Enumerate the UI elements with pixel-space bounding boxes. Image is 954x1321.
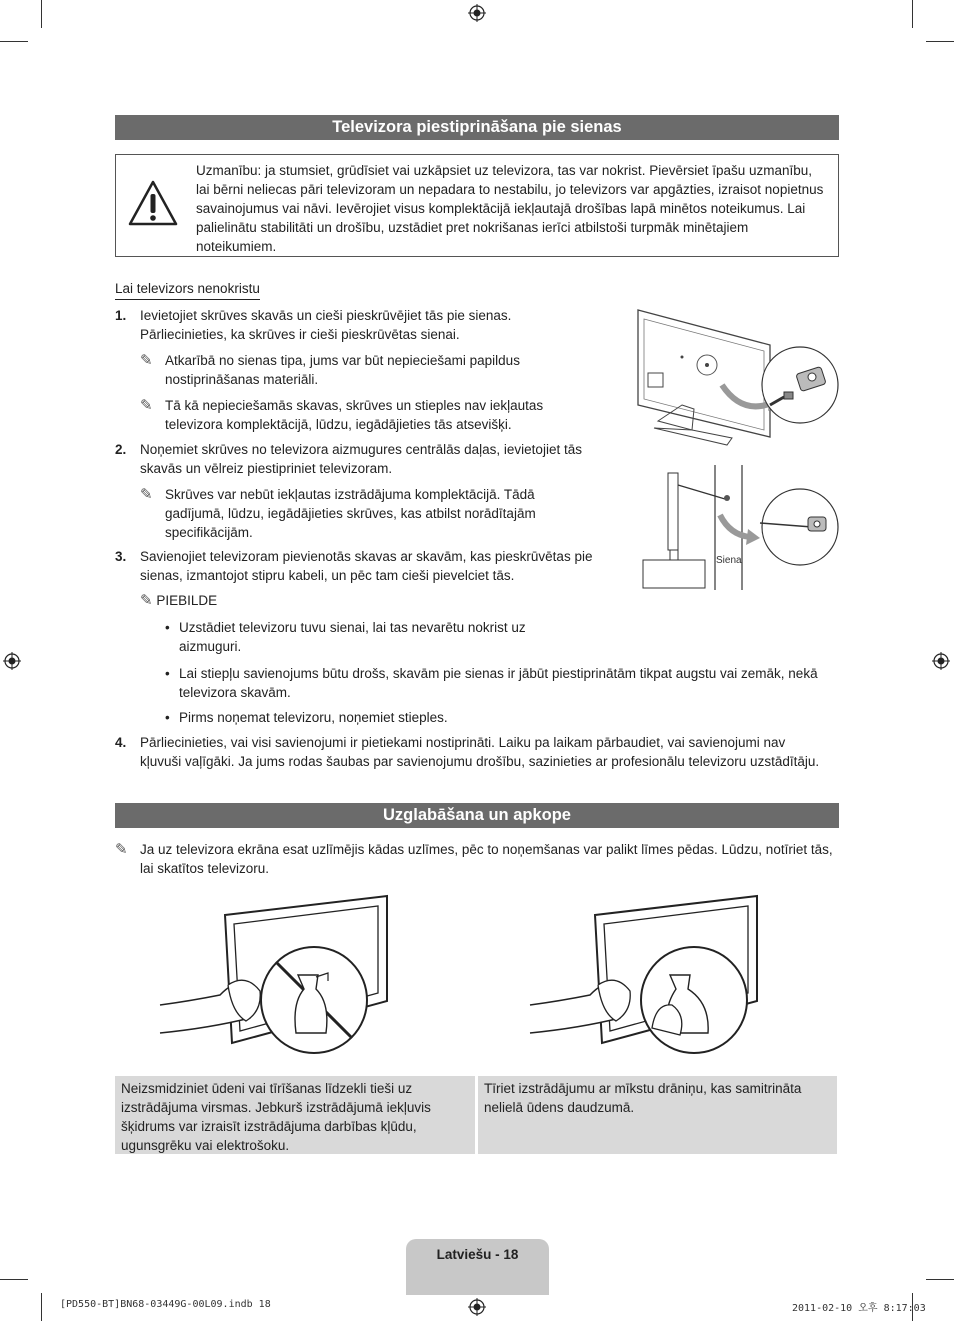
pencil-note-icon: ✎ <box>140 352 153 369</box>
bullet-item: • Pirms noņemat televizoru, noņemiet stieples. <box>165 710 448 725</box>
warning-label: Uzmanību <box>196 163 258 178</box>
registration-mark-icon <box>932 652 950 670</box>
pencil-note-icon: ✎ <box>140 592 153 609</box>
crop-mark <box>926 41 954 42</box>
caption-right: Tīriet izstrādājumu ar mīkstu drāniņu, kas samitrināta nelielā ūdens daudzumā. <box>478 1076 837 1154</box>
step-number: 4. <box>115 735 127 750</box>
step-text: Noņemiet skrūves no televizora aizmugures centrālās daļas, ievietojiet tās skavās un vēlreiz piestipriniet televizoram. <box>140 442 582 476</box>
step-number: 3. <box>115 549 127 564</box>
subheading: Lai televizors nenokristu <box>115 279 260 300</box>
tv-side-wall-illustration <box>640 465 840 590</box>
registration-mark-icon <box>468 1298 486 1316</box>
note-item: ✎ Ja uz televizora ekrāna esat uzlīmējis kādas uzlīmes, pēc to noņemšanas var palikt līmes pēdas. Lūdzu, notīriet tās, lai skatītos televizoru. <box>115 841 833 876</box>
step-number: 2. <box>115 442 127 457</box>
print-date: 2011-02-10 오후 8:17:03 <box>792 1303 926 1314</box>
crop-mark <box>0 1279 28 1280</box>
pencil-note-icon: ✎ <box>140 486 153 503</box>
bullet-item: • Lai stiepļu savienojums būtu drošs, skavām pie sienas ir jābūt piestiprinātām tikpat augstu vai zemāk, nekā televizora skavām. <box>165 666 818 700</box>
crop-mark <box>41 0 42 28</box>
note-item: ✎ Tā kā nepieciešamās skavas, skrūves un stieples nav iekļautas televizora komplektācijā, lūdzu, iegādājieties tās atsevišķi. <box>140 397 544 432</box>
page-number-tab: Latviešu - 18 <box>406 1239 549 1295</box>
tv-back-bracket-illustration <box>632 305 842 450</box>
section-title-wall-mount: Televizora piestiprināšana pie sienas <box>115 115 839 140</box>
step-text: Ievietojiet skrūves skavās un cieši pieskrūvējiet tās pie sienas. Pārliecinieties, ka skrūves ir cieši pieskrūvētas sienai. <box>140 308 512 342</box>
warning-text: Uzmanību: ja stumsiet, grūdīsiet vai uzkāpsiet uz televizora, tas var nokrist. Pievērsiet īpašu uzmanību, lai bērni neliecas pāri televizoram un nepadara to nestabilu, jo televizors var apgāzties, izraisot nopietnus savainojumus vai nāvi. Ievērojiet visus komplektācijā iekļautajā drošības lapā minētos noteikumus. Lai palielinātu stabilitāti un drošību, uzstādiet pret nokrišanas ierīci atbilstoši turpmāk minētajiem noteikumiem. <box>196 163 824 254</box>
note-item <box>140 591 217 610</box>
crop-mark <box>41 1293 42 1321</box>
bullet-item: • Uzstādiet televizoru tuvu sienai, lai tas nevarētu nokrist uz aizmuguri. <box>165 620 526 654</box>
registration-mark-icon <box>468 4 486 22</box>
cloth-cleaning-illustration <box>520 893 780 1063</box>
pencil-note-icon: ✎ <box>140 397 153 414</box>
pencil-note-icon: ✎ <box>115 841 128 858</box>
crop-mark <box>926 1279 954 1280</box>
spray-prohibited-illustration <box>150 893 410 1063</box>
file-info: [PD550-BT]BN68-03449G-00L09.indb 18 <box>60 1299 271 1310</box>
step-text: Savienojiet televizoram pievienotās skavas ar skavām, kas pieskrūvētas pie sienas, izmantojot stipru kabeli, un pēc tam cieši pievelciet tās. <box>140 549 593 583</box>
step-number: 1. <box>115 308 127 323</box>
caption-left: Neizsmidziniet ūdeni vai tīrīšanas līdzekli tieši uz izstrādājuma virsmas. Jebkurš izstrādājumā iekļuvis šķidrums var izraisīt izstrādājuma darbības kļūdu, ugunsgrēku vai elektrošoku. <box>115 1076 475 1154</box>
section-title-storage: Uzglabāšana un apkope <box>115 803 839 828</box>
registration-mark-icon <box>3 652 21 670</box>
crop-mark <box>912 0 913 28</box>
crop-mark <box>0 41 28 42</box>
note-item: ✎ Skrūves var nebūt iekļautas izstrādājuma komplektācijā. Tādā gadījumā, lūdzu, iegādājieties skrūves, kas atbilst norādītajām specifikācijām. <box>140 486 536 540</box>
note-item: ✎ Atkarībā no sienas tipa, jums var būt nepieciešami papildus nostiprināšanas materiāli. <box>140 352 520 387</box>
note-label: PIEBILDE <box>156 593 218 608</box>
warning-triangle-icon <box>127 179 179 227</box>
step-text: Pārliecinieties, vai visi savienojumi ir pietiekami nostiprināti. Laiku pa laikam pārbaudiet, vai savienojumi nav kļuvuši vaļīgāki. Ja jums rodas šaubas par savienojumu drošību, sazinieties ar profesionālu televizoru uzstādītāju. <box>140 735 820 769</box>
wall-label: Siena <box>716 555 742 566</box>
warning-box <box>115 154 839 257</box>
